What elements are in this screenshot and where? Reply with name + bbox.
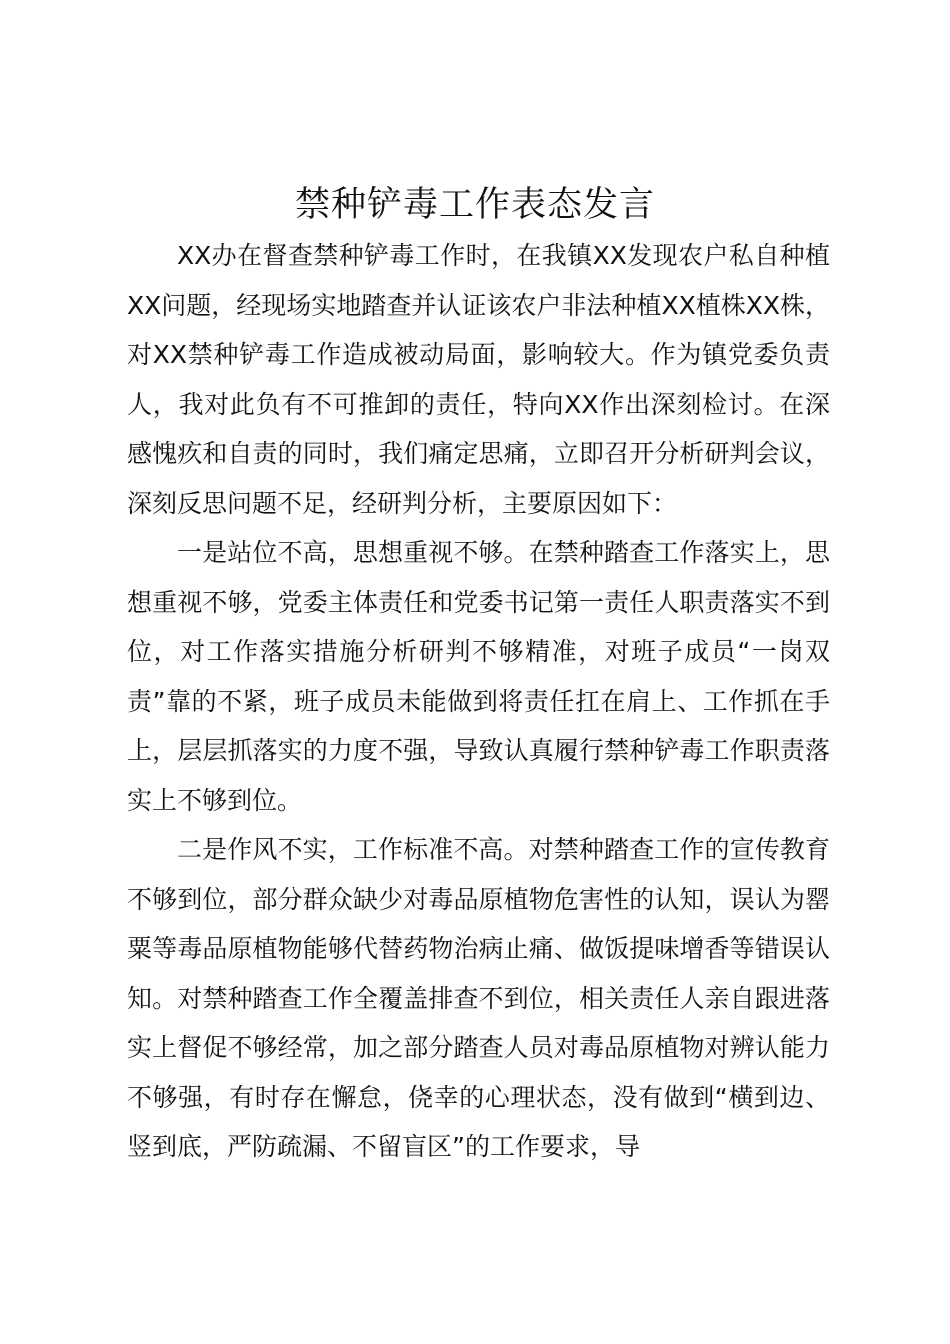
paragraph-reason-one: 一是站位不高，思想重视不够。在禁种踏查工作落实上，思想重视不够，党委主体责任和党委书记第一责任人职责落实不到位，对工作落实措施分析研判不够精准，对班子成员“一岗双责”靠的不紧，班子成员未能做到将责任扛在肩上、工作抓在手上，层层抓落实的力度不强，导致认真履行禁种铲毒工作职责落实上不够到位。	[127, 538, 830, 815]
document-title: 禁种铲毒工作表态发言	[294, 185, 655, 225]
document-body	[127, 231, 830, 1172]
paragraph-intro: XX办在督查禁种铲毒工作时，在我镇XX发现农户私自种植XX问题，经现场实地踏查并认证该农户非法种植XX植株XX株，对XX禁种铲毒工作造成被动局面，影响较大。作为镇党委负责人，我对此负有不可推卸的责任，特向XX作出深刻检讨。在深感愧疚和自责的同时，我们痛定思痛，立即召开分析研判会议，深刻反思问题不足，经研判分析，主要原因如下：	[127, 241, 830, 518]
paragraph-reason-two: 二是作风不实，工作标准不高。对禁种踏查工作的宣传教育不够到位，部分群众缺少对毒品原植物危害性的认知，误认为罂粟等毒品原植物能够代替药物治病止痛、做饭提味增香等错误认知。对禁种踏查工作全覆盖排查不到位，相关责任人亲自跟进落实上督促不够经常，加之部分踏查人员对毒品原植物对辨认能力不够强，有时存在懈怠，侥幸的心理状态，没有做到“横到边、竖到底，严防疏漏、不留盲区”的工作要求，导	[127, 835, 830, 1161]
